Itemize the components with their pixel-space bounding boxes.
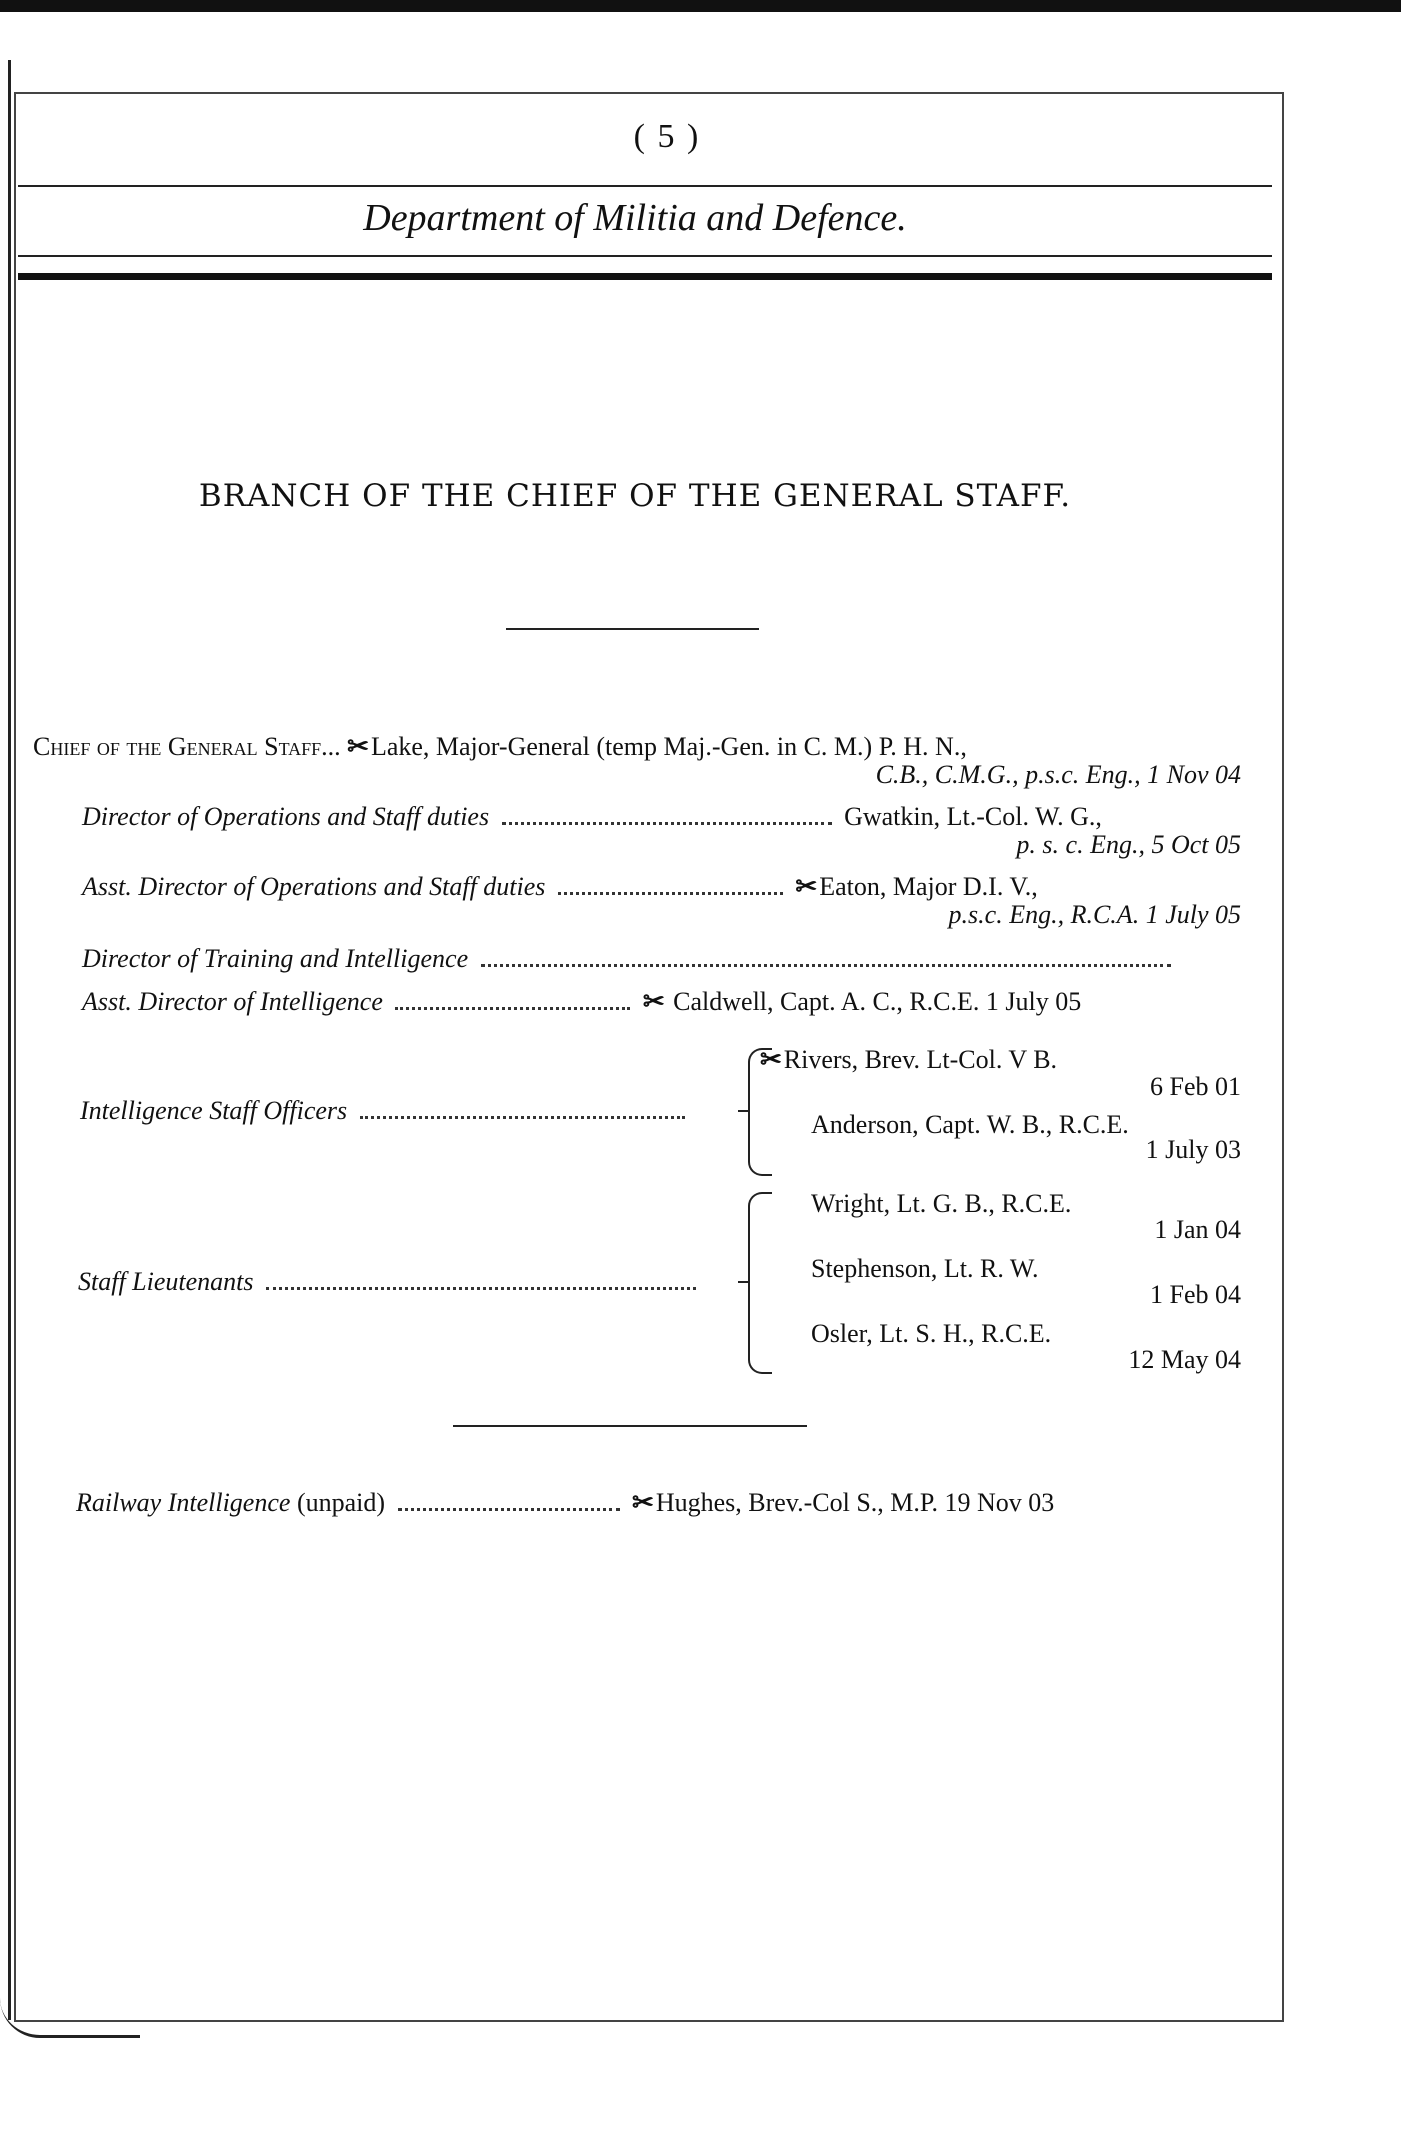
brace-tip: [738, 1281, 748, 1283]
page-frame-curl: [0, 1995, 140, 2038]
asst-dir-intel-row: [82, 987, 1081, 1017]
department-heading: Department of Militia and Defence.: [363, 197, 907, 239]
staff-lieutenants-role: Staff Lieutenants: [78, 1267, 254, 1296]
staff-lt-1: Wright, Lt. G. B., R.C.E.: [811, 1189, 1072, 1218]
intel-officers-row: [80, 1096, 691, 1126]
header-rule-top: [18, 185, 1272, 187]
dir-ops-row: [82, 802, 1272, 832]
dir-ops-role: Director of Operations and Staff duties: [82, 802, 490, 831]
intel-officer-1: ✂Rivers, Brev. Lt-Col. V B.: [760, 1045, 1058, 1074]
leader-dots: [558, 882, 783, 895]
chief-role: Chief of the General Staff: [33, 732, 322, 761]
scissors-icon: ✂: [760, 1045, 782, 1074]
page-frame: [14, 92, 1284, 2022]
asst-dir-ops-role: Asst. Director of Operations and Staff duties: [82, 872, 546, 901]
asst-dir-ops-name: Eaton, Major D.I. V.,: [819, 872, 1038, 901]
section-divider: [453, 1425, 807, 1427]
staff-lieutenants-row: [78, 1267, 702, 1297]
leader-dots: [398, 1498, 620, 1511]
staff-lt-2: Stephenson, Lt. R. W.: [811, 1254, 1039, 1283]
page-number: ( 5 ): [633, 118, 701, 155]
staff-lt-3-date: 12 May 04: [1128, 1345, 1241, 1374]
asst-dir-intel-name: Caldwell, Capt. A. C., R.C.E. 1 July 05: [673, 987, 1082, 1016]
chief-row: Chief of the General Staff... ✂Lake, Major-General (temp Maj.-Gen. in C. M.) P. H. N.,: [33, 732, 967, 761]
asst-dir-intel-role: Asst. Director of Intelligence: [82, 987, 383, 1016]
railway-name: Hughes, Brev.-Col S., M.P. 19 Nov 03: [655, 1488, 1055, 1517]
asst-dir-ops-details: p.s.c. Eng., R.C.A. 1 July 05: [948, 900, 1241, 929]
scissors-icon: ✂: [632, 1488, 654, 1517]
header-rule-thick: [18, 273, 1272, 280]
intel-officer-1-date: 6 Feb 01: [1150, 1072, 1241, 1101]
branch-title: BRANCH OF THE CHIEF OF THE GENERAL STAFF.: [198, 478, 1072, 514]
header-rule-thin: [18, 255, 1272, 257]
intel-officers-role: Intelligence Staff Officers: [80, 1096, 348, 1125]
railway-row: [76, 1488, 1054, 1518]
asst-dir-ops-row: [82, 872, 1038, 902]
section-divider: [506, 628, 759, 630]
staff-lt-1-date: 1 Jan 04: [1154, 1215, 1241, 1244]
dir-ops-name: Gwatkin, Lt.-Col. W. G.,: [844, 802, 1102, 831]
staff-lt-3: Osler, Lt. S. H., R.C.E.: [811, 1319, 1052, 1348]
railway-role: Railway Intelligence: [76, 1488, 291, 1517]
leader-dots: [360, 1106, 685, 1119]
staff-lt-2-date: 1 Feb 04: [1150, 1280, 1241, 1309]
intel-officer-2-date: 1 July 03: [1145, 1135, 1241, 1164]
leader-dots: [395, 997, 630, 1010]
leader-dots: [481, 954, 1171, 967]
dir-training-role: Director of Training and Intelligence: [82, 944, 469, 973]
brace-tip: [738, 1110, 748, 1112]
intel-officer-2: Anderson, Capt. W. B., R.C.E.: [811, 1110, 1129, 1139]
dir-ops-details: p. s. c. Eng., 5 Oct 05: [1016, 830, 1241, 859]
scissors-icon: ✂: [347, 732, 369, 761]
dir-training-row: [82, 944, 1177, 974]
leader-dots: [266, 1277, 696, 1290]
page-left-edge: [8, 60, 11, 2020]
railway-role-suffix: (unpaid): [296, 1488, 386, 1517]
scissors-icon: ✂: [642, 987, 665, 1016]
scissors-icon: ✂: [795, 872, 818, 901]
chief-name: Lake, Major-General (temp Maj.-Gen. in C. M.) P. H. N.,: [370, 732, 967, 761]
leader-dots: [502, 812, 832, 825]
staff-lieutenants-brace: [748, 1192, 772, 1374]
page-top-edge: [0, 0, 1401, 12]
chief-details: C.B., C.M.G., p.s.c. Eng., 1 Nov 04: [875, 760, 1241, 789]
